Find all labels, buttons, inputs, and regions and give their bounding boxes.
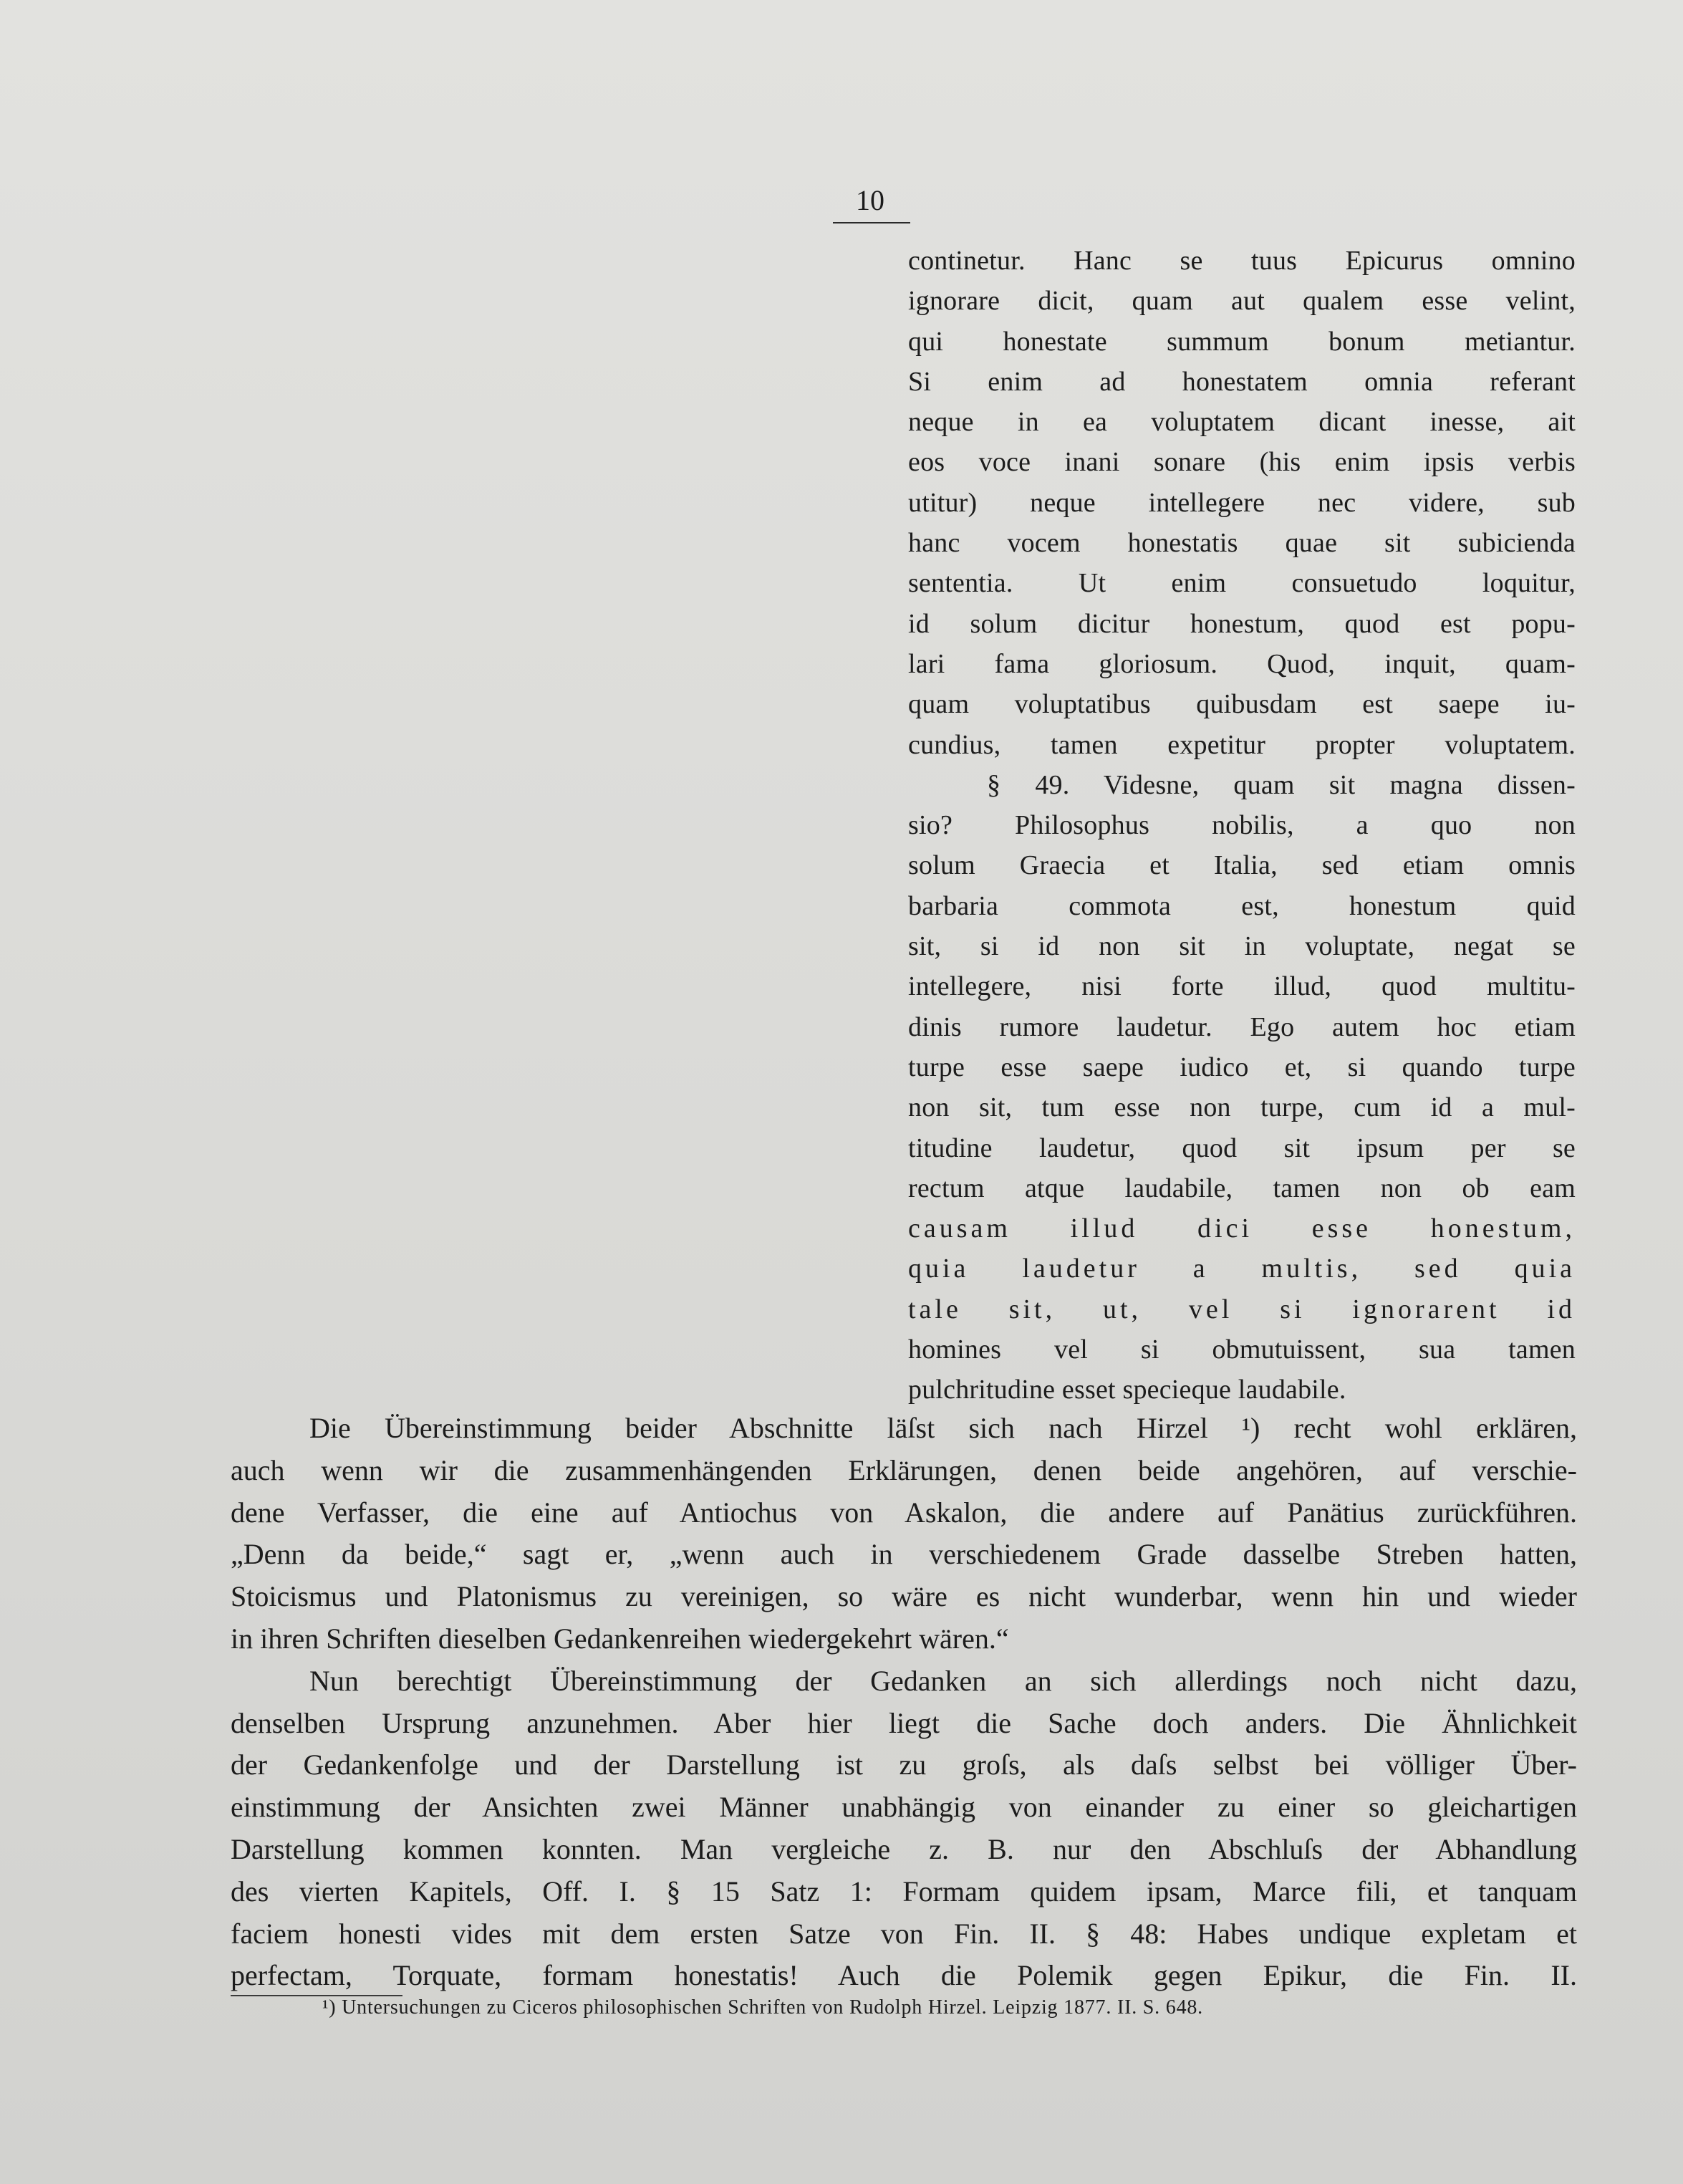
latin-line: id solum dicitur honestum, quod est popu- — [908, 608, 1576, 639]
latin-line: tale sit, ut, vel si ignorarent id — [908, 1294, 1576, 1324]
latin-line: qui honestate summum bonum metiantur. — [908, 326, 1576, 357]
latin-line: titudine laudetur, quod sit ipsum per se — [908, 1132, 1576, 1163]
german-body-text — [231, 1408, 1577, 1997]
latin-line: pulchritudine esset specieque laudabile. — [908, 1375, 1346, 1405]
german-line: Die Übereinstimmung beider Abschnitte läſst sich nach Hirzel ¹) recht wohl erklären, — [309, 1412, 1577, 1444]
latin-line: turpe esse saepe iudico et, si quando turpe — [908, 1052, 1576, 1082]
latin-line: causam illud dici esse honestum, — [908, 1213, 1576, 1244]
latin-line: ignorare dicit, quam aut qualem esse velint, — [908, 286, 1576, 317]
latin-line: quia laudetur a multis, sed quia — [908, 1254, 1576, 1284]
german-line: in ihren Schriften dieselben Gedankenreihen wiedergekehrt wären.“ — [231, 1622, 1009, 1655]
latin-line: barbaria commota est, honestum quid — [908, 890, 1576, 921]
latin-line: continetur. Hanc se tuus Epicurus omnino — [908, 246, 1576, 276]
latin-line: sententia. Ut enim consuetudo loquitur, — [908, 568, 1576, 599]
latin-line: eos voce inani sonare (his enim ipsis verbis — [908, 447, 1576, 478]
page-number: 10 — [856, 184, 884, 216]
german-line: faciem honesti vides mit dem ersten Satze von Fin. II. § 48: Habes undique expletam et — [231, 1917, 1577, 1950]
latin-line: neque in ea voluptatem dicant inesse, ait — [908, 407, 1576, 438]
latin-line: sio? Philosophus nobilis, a quo non — [908, 810, 1576, 841]
german-line: dene Verfasser, die eine auf Antiochus von Askalon, die andere auf Panätius zurückführen. — [231, 1496, 1577, 1529]
latin-line: Si enim ad honestatem omnia referant — [908, 366, 1576, 397]
footnote-text: Untersuchungen zu Ciceros philosophischen Schriften von Rudolph Hirzel. Leipzig 1877. II. S. 648. — [342, 1996, 1203, 2019]
latin-line: lari fama gloriosum. Quod, inquit, quam- — [908, 648, 1576, 679]
latin-line: § 49. Videsne, quam sit magna dissen- — [987, 769, 1576, 800]
latin-line: rectum atque laudabile, tamen non ob eam — [908, 1173, 1576, 1203]
latin-line: utitur) neque intellegere nec videre, sub — [908, 487, 1576, 518]
latin-line: dinis rumore laudetur. Ego autem hoc etiam — [908, 1011, 1576, 1042]
german-line: auch wenn wir die zusammenhängenden Erklärungen, denen beide angehören, auf verschie- — [231, 1453, 1577, 1486]
german-line: denselben Ursprung anzunehmen. Aber hier liegt die Sache doch anders. Die Ähnlichkeit — [231, 1706, 1577, 1739]
latin-line: cundius, tamen expetitur propter voluptatem. — [908, 729, 1576, 760]
latin-line: quam voluptatibus quibusdam est saepe iu- — [908, 689, 1576, 720]
german-line: Darstellung kommen konnten. Man vergleiche z. B. nur den Abschluſs der Abhandlung — [231, 1832, 1577, 1865]
german-line: „Denn da beide,“ sagt er, „wenn auch in verschiedenem Grade dasselbe Streben hatten, — [231, 1538, 1577, 1571]
latin-line: sit, si id non sit in voluptate, negat se — [908, 931, 1576, 962]
latin-quotation-column — [908, 241, 1576, 1410]
latin-line: solum Graecia et Italia, sed etiam omnis — [908, 850, 1576, 881]
german-line: Stoicismus und Platonismus zu vereinigen, so wäre es nicht wunderbar, wenn hin und wieder — [231, 1580, 1577, 1613]
german-line: einstimmung der Ansichten zwei Männer unabhängig von einander zu einer so gleichartigen — [231, 1791, 1577, 1824]
page-number-rule — [833, 222, 910, 223]
footnote-marker: ¹) — [322, 1996, 337, 2019]
german-line: Nun berechtigt Übereinstimmung der Gedanken an sich allerdings noch nicht dazu, — [309, 1664, 1577, 1697]
latin-line: non sit, tum esse non turpe, cum id a mul- — [908, 1092, 1576, 1123]
german-line: perfectam, Torquate, formam honestatis! Auch die Polemik gegen Epikur, die Fin. II. — [231, 1959, 1577, 1992]
footnote — [322, 1991, 1591, 2024]
german-line: des vierten Kapitels, Off. I. § 15 Satz 1: Formam quidem ipsam, Marce fili, et tanquam — [231, 1875, 1577, 1908]
latin-line: homines vel si obmutuissent, sua tamen — [908, 1334, 1576, 1365]
latin-line: hanc vocem honestatis quae sit subicienda — [908, 528, 1576, 559]
german-line: der Gedankenfolge und der Darstellung ist zu groſs, als daſs selbst bei völliger Über- — [231, 1748, 1577, 1781]
latin-line: intellegere, nisi forte illud, quod multitu- — [908, 971, 1576, 1002]
